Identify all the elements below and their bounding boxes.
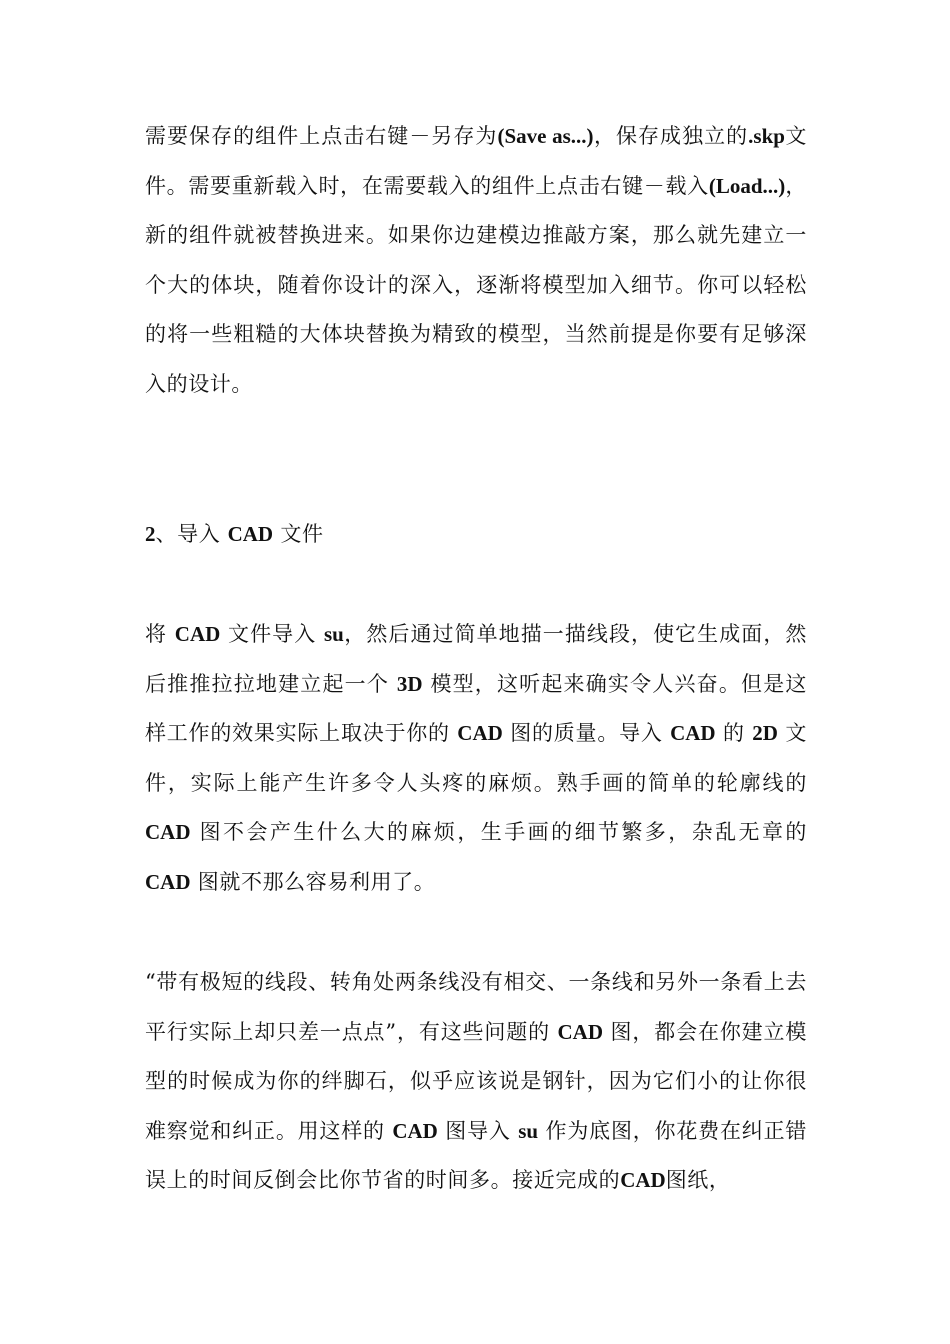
text-run-bold: CAD bbox=[620, 1168, 666, 1192]
text-run: ，新的组件就被替换进来。如果你边建模边推敲方案，那么就先建立一个大的体块，随着你设计的深入，逐渐将模型加入细节。你可以轻松的将一些粗糙的大体块替换为精致的模型，当然前提是你要有足够深入的设计。 bbox=[145, 173, 807, 396]
text-run: 图的质量。导入 bbox=[502, 721, 671, 745]
paragraph-import-cad bbox=[145, 610, 807, 907]
text-run-bold: CAD bbox=[457, 721, 503, 745]
text-run-bold: 2D bbox=[752, 721, 778, 745]
text-run: 文件 bbox=[273, 522, 324, 546]
section-heading bbox=[145, 510, 807, 560]
text-run: 需要保存的组件上点击右键－另存为 bbox=[145, 124, 498, 148]
text-run-bold: CAD bbox=[392, 1118, 438, 1143]
text-run: 图纸， bbox=[665, 1168, 731, 1192]
text-run: 图导入 bbox=[437, 1118, 519, 1143]
text-run: 文件，实际上能产生许多令人头疼的麻烦。熟手画的简单的轮廓线的 bbox=[145, 721, 807, 795]
text-run: 文件导入 bbox=[220, 622, 324, 646]
text-run-bold: (Save as...) bbox=[497, 124, 594, 148]
text-run-bold: .skp bbox=[748, 124, 785, 148]
text-run: 作为底图，你花费在纠正错误上的时间反倒会比你节省的时间多。接近完成的 bbox=[145, 1118, 807, 1192]
paragraph-component-save-load bbox=[145, 112, 807, 409]
text-run: ，然后通过简单地描一描线段，使它生成面，然后推推拉拉地建立起一个 bbox=[145, 622, 807, 696]
text-run: 图不会产生什么大的麻烦，生手画的细节繁多，杂乱无章的 bbox=[190, 820, 807, 844]
text-run: 模型，这听起来确实令人兴奋。但是这样工作的效果实际上取决于你的 bbox=[145, 671, 807, 745]
text-run-bold: CAD bbox=[174, 622, 221, 646]
text-run-bold: su bbox=[323, 622, 344, 646]
text-run: 文件。需要重新载入时，在需要载入的组件上点击右键－载入 bbox=[145, 124, 807, 198]
text-run: “带有极短的线段、转角处两条线没有相交、一条线和另外一条看上去平行实际上却只差一点点”，有这些问题的 bbox=[145, 970, 807, 1044]
text-run: 的 bbox=[715, 721, 753, 745]
text-run: 、导入 bbox=[155, 522, 228, 546]
text-run-bold: su bbox=[518, 1118, 539, 1143]
text-run-bold: CAD bbox=[670, 721, 716, 745]
text-run: 图，都会在你建立模型的时候成为你的绊脚石，似乎应该说是钢针，因为它们小的让你很难察觉和纠正。用这样的 bbox=[145, 1019, 807, 1143]
text-run-bold: CAD bbox=[145, 820, 191, 844]
text-run: 图就不那么容易利用了。 bbox=[190, 869, 436, 894]
text-run: ，保存成独立的 bbox=[593, 124, 749, 148]
section-number: 2 bbox=[145, 522, 156, 546]
text-run-bold: CAD bbox=[145, 869, 191, 894]
text-run-bold: (Load...) bbox=[708, 173, 786, 198]
text-run: 将 bbox=[145, 622, 175, 646]
text-run-bold: 3D bbox=[396, 671, 423, 696]
text-run-bold: CAD bbox=[227, 522, 274, 546]
text-run-bold: CAD bbox=[557, 1019, 604, 1044]
paragraph-cad-problems bbox=[145, 958, 807, 1206]
